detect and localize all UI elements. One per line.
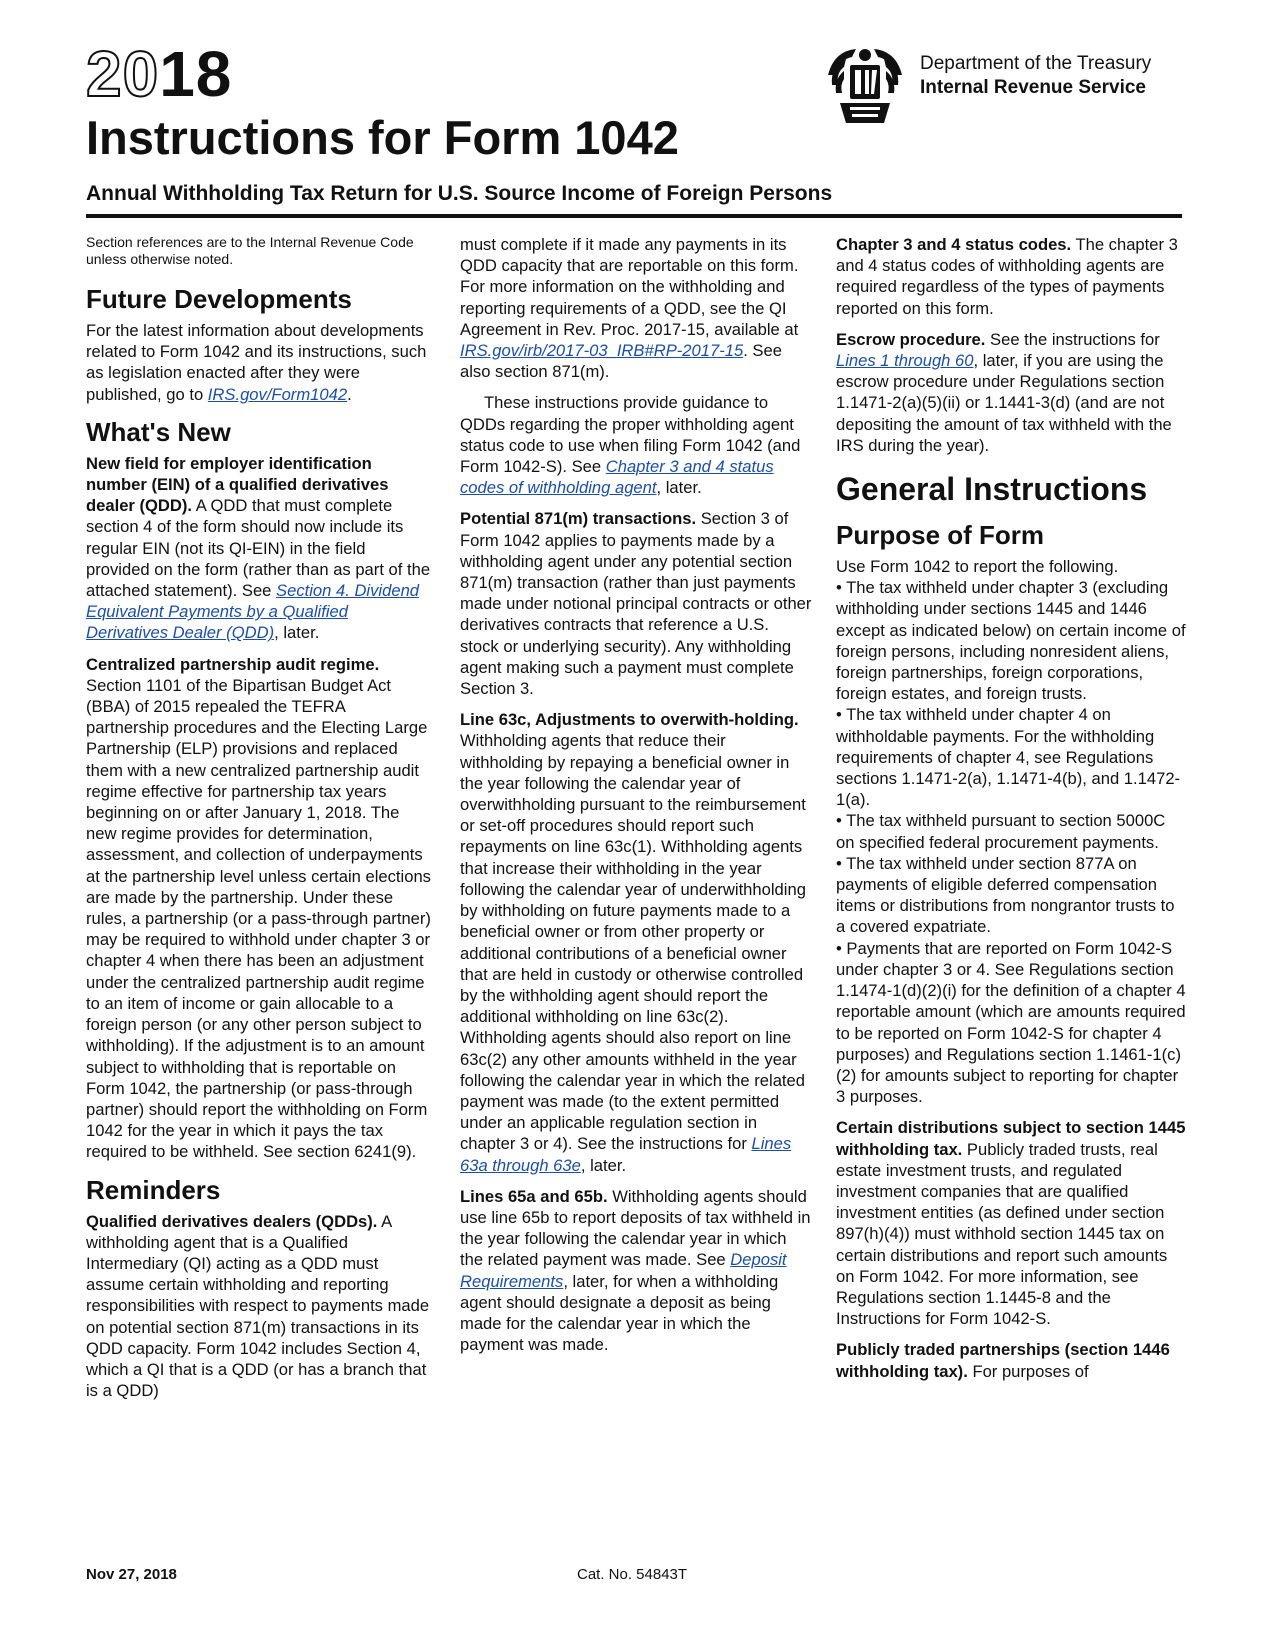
- section-1445-paragraph: Certain distributions subject to section 1445 withholding tax. Publicly traded trusts, real estate investment trusts, and regulated investment companies that are qualified investment entities (as defined under section 897(h)(4)) must withhold section 1445 tax on certain distributions and report such amounts on Form 1042. For more information, see Regulations section 1.1445-8 and the Instructions for Form 1042-S.: [836, 1118, 1186, 1329]
- purpose-bullet-4: • The tax withheld under section 877A on payments of eligible deferred compensation items or distributions from nongrantor trusts to a covered expatriate.: [836, 853, 1175, 937]
- document-title: Instructions for Form 1042: [86, 111, 679, 164]
- header-rule: [86, 214, 1182, 218]
- qdd-paragraph: Qualified derivatives dealers (QDDs). A withholding agent that is a Qualified Intermediary (QI) acting as a QDD must assume certain withholding and reporting responsibilities with respect to payments made on potential section 871(m) transactions in its QDD capacity. Form 1042 includes Section 4, which a QI that is a QDD (or has a branch that is a QDD): [86, 1211, 430, 1401]
- year-bold: 18: [159, 38, 233, 110]
- agency-irs: Internal Revenue Service: [920, 77, 1146, 98]
- purpose-bullet-2: • The tax withheld under chapter 4 on withholdable payments. For the withholding requirements of chapter 4, see Regulations sections 1.1471-2(a), 1.1471-4(b), and 1.1472-1(a).: [836, 705, 1181, 810]
- line-63c-paragraph: Line 63c, Adjustments to overwith-holding. Withholding agents that reduce their withholding by repaying a beneficial owner in the year following the calendar year of overwithholding pursuant to the reimbursement or set-off procedures should report such repayments on line 63c(1). Withholding agents that increase their withholding in the year following the calendar year of underwithholding by withholding on future payments made to a beneficial owner or from other property or additional contributions of a beneficial owner that are held in custody or otherwise controlled by the withholding agent should report the additional withholding on line 63c(2). Withholding agents should also report on line 63c(2) any other amounts withheld in the year following the calendar year in which the related payment was made (to the extent permitted under an applicable regulation section in chapter 3 or 4). See the instructions for Lines 63a through 63e, later.: [460, 710, 806, 1175]
- ein-paragraph: New field for employer identification number (EIN) of a qualified derivatives dealer (QDD). A QDD that must complete section 4 of the form should now include its regular EIN (not its QI-EIN) in the field provided on the form (rather than as part of the attached statement). See Section 4. Dividend Equivalent Payments by a Qualified Derivatives Dealer (QDD), later.: [86, 453, 431, 643]
- lines-1-60-link[interactable]: Lines 1 through 60: [836, 351, 974, 371]
- heading-reminders: Reminders: [86, 1174, 221, 1205]
- heading-future-developments: Future Developments: [86, 284, 352, 314]
- heading-purpose-of-form: Purpose of Form: [836, 520, 1045, 551]
- lines-65-paragraph: Lines 65a and 65b. Withholding agents should use line 65b to report deposits of tax withheld in the year following the calendar year in which the related payment was made. See Deposit Requirements, later, for when a withholding agent should designate a deposit as being made for the calendar year in which the payment was made.: [460, 1186, 811, 1355]
- purpose-intro: Use Form 1042 to report the following.: [836, 557, 1119, 577]
- qdd-continued-paragraph: must complete if it made any payments in its QDD capacity that are reportable on this form. For more information on the withholding and reporting requirements of a QDD, see the QI Agreement in Rev. Proc. 2017-15, available at IRS.gov/irb/2017-03_IRB#RP-2017-15. See also section 871(m).: [460, 235, 799, 382]
- ptp-paragraph: Publicly traded partnerships (section 1446 withholding tax). For purposes of: [836, 1340, 1170, 1381]
- status-codes-paragraph: Chapter 3 and 4 status codes. The chapter 3 and 4 status codes of withholding agents are required regardless of the types of payments reported on this form.: [836, 235, 1178, 318]
- agency-name: [920, 52, 1151, 100]
- section-references-note: Section references are to the Internal Revenue Code unless otherwise noted.: [86, 234, 414, 267]
- irs-eagle-logo-icon: [822, 45, 908, 129]
- future-developments-text: For the latest information about developments related to Form 1042 and its instructions, such as legislation enacted after they were published, go to IRS.gov/Form1042.: [86, 321, 427, 404]
- document-subtitle: Annual Withholding Tax Return for U.S. Source Income of Foreign Persons: [86, 182, 833, 205]
- column-1: [86, 234, 432, 1411]
- heading-general-instructions: General Instructions: [836, 471, 1148, 508]
- status-codes-link[interactable]: Chapter 3 and 4 status codes of withholding agent: [460, 457, 774, 498]
- potential-871m-paragraph: Potential 871(m) transactions. Section 3 of Form 1042 applies to payments made by a withholding agent under any potential section 871(m) transaction (rather than just payments made under notional principal contracts or other derivatives contracts that reference a U.S. stock or underlying security). Any withholding agent making such a payment must complete Section 3.: [460, 509, 812, 699]
- qdd-guidance-paragraph: These instructions provide guidance to QDDs regarding the proper withholding agent status code to use when filing Form 1042 (and Form 1042-S). See Chapter 3 and 4 status codes of withholding agent, later.: [460, 393, 801, 498]
- purpose-bullet-3: • The tax withheld pursuant to section 5000C on specified federal procurement payments.: [836, 811, 1166, 852]
- irs-form1042-link[interactable]: IRS.gov/Form1042: [207, 384, 348, 404]
- section4-link[interactable]: Section 4. Dividend Equivalent Payments by a Qualified Derivatives Dealer (QDD): [86, 581, 420, 643]
- column-2: [460, 234, 812, 1365]
- year-heading: [86, 40, 232, 108]
- column-3: [836, 234, 1186, 1392]
- centralized-audit-paragraph: Centralized partnership audit regime. Section 1101 of the Bipartisan Budget Act (BBA) of 2015 repealed the TEFRA partnership procedures and the Electing Large Partnership (ELP) provisions and replaced them with a new centralized partnership audit regime effective for partnership tax years beginning on or after January 1, 2018. The new regime provides for determination, assessment, and collection of underpayments at the partnership level unless certain elections are made by the partnership. Under these rules, a partnership (or a pass-through partner) may be required to withhold under chapter 3 or chapter 4 when there has been an adjustment under the centralized partnership audit regime to an item of income or gain allocable to a foreign person (or any other person subject to withholding). If the adjustment is to an amount subject to withholding that is reportable on Form 1042, the partnership (or pass-through partner) should report the withholding on Form 1042 for the year in which it pays the tax required to be withheld. See section 6241(9).: [86, 654, 431, 1162]
- heading-whats-new: What's New: [86, 416, 231, 447]
- footer-catalog-number: Cat. No. 54843T: [577, 1566, 688, 1583]
- purpose-bullet-5: • Payments that are reported on Form 1042-S under chapter 3 or 4. See Regulations section 1.1474-1(d)(2)(i) for the definition of a chapter 4 reportable amount (which are amounts required to be reported on Form 1042-S for chapter 4 purposes) and Regulations section 1.1461-1(c)(2) for amounts subject to reporting for chapter 3 purposes.: [836, 938, 1186, 1107]
- purpose-bullet-1: • The tax withheld under chapter 3 (excluding withholding under sections 1445 and 1446 except as indicated below) on certain income of foreign persons, including nonresident aliens, foreign partnerships, foreign corporations, foreign estates, and foreign trusts.: [836, 578, 1186, 704]
- escrow-paragraph: Escrow procedure. See the instructions for Lines 1 through 60, later, if you are using the escrow procedure under Regulations section 1.1471-2(a)(5)(ii) or 1.1441-3(d) (and are not depositing the amount of tax withheld with the IRS during the year).: [836, 329, 1172, 455]
- lines-63a-63e-link[interactable]: Lines 63a through 63e: [460, 1134, 792, 1175]
- rev-proc-link[interactable]: IRS.gov/irb/2017-03_IRB#RP-2017-15: [460, 341, 744, 361]
- year-outline: 20: [86, 38, 160, 110]
- agency-department: Department of the Treasury: [920, 53, 1152, 74]
- footer-date: Nov 27, 2018: [86, 1566, 177, 1583]
- deposit-requirements-link[interactable]: Deposit Requirements: [460, 1250, 787, 1291]
